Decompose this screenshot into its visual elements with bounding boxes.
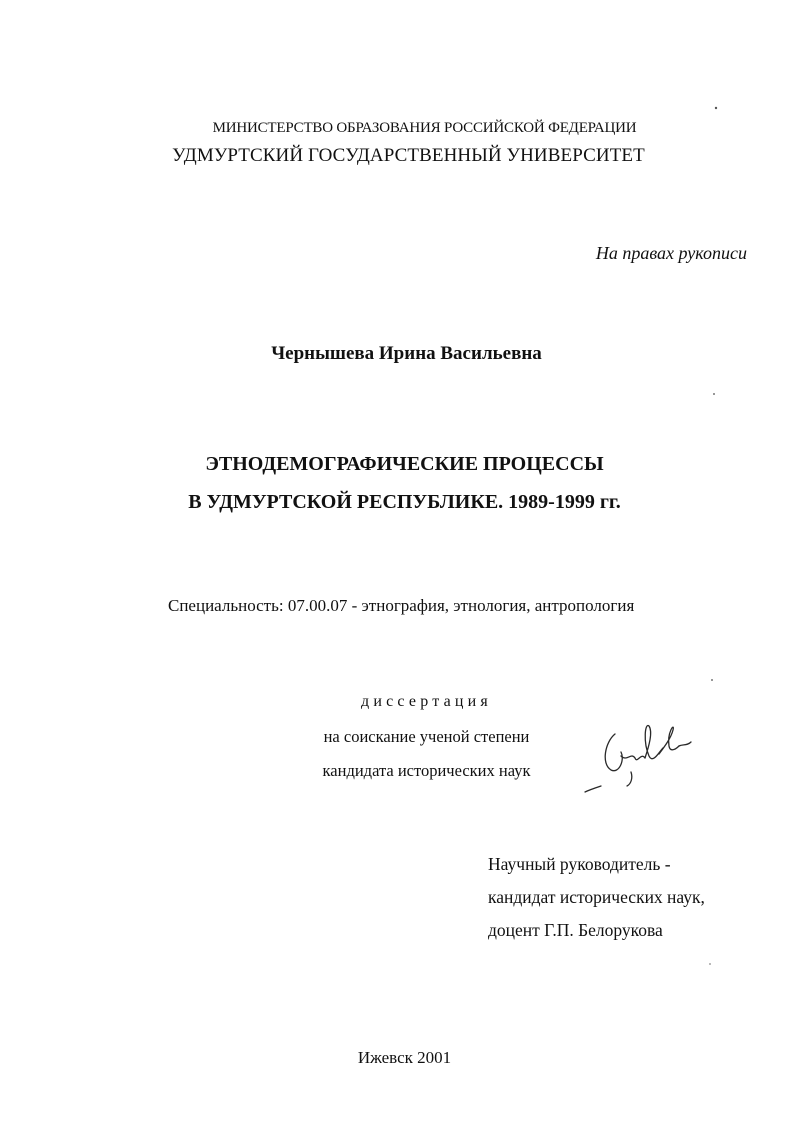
supervisor-line-2: кандидат исторических наук, [488,887,705,907]
dissertation-degree: на соискание ученой степени [323,727,530,746]
supervisor-line-3: доцент Г.П. Белорукова [488,920,663,940]
university-heading: УДМУРТСКИЙ ГОСУДАРСТВЕННЫЙ УНИВЕРСИТЕТ [172,145,645,166]
city-year: Ижевск 2001 [357,1048,452,1067]
ministry-heading: МИНИСТЕРСТВО ОБРАЗОВАНИЯ РОССИЙСКОЙ ФЕДЕРАЦИИ [212,120,637,136]
author-name: Чернышева Ирина Васильевна [271,343,542,364]
manuscript-note: На правах рукописи [595,243,747,263]
scan-speck [706,960,714,968]
dissertation-type: диссертация [361,693,492,710]
scan-speck [712,104,720,112]
dissertation-field: кандидата исторических наук [322,761,531,780]
specialty-line: Специальность: 07.00.07 - этнография, этнология, антропология [168,596,635,615]
supervisor-line-1: Научный руководитель - [488,854,671,874]
scan-speck [710,390,718,398]
title-line-2: В УДМУРТСКОЙ РЕСПУБЛИКЕ. 1989-1999 гг. [188,491,621,513]
title-line-1: ЭТНОДЕМОГРАФИЧЕСКИЕ ПРОЦЕССЫ [205,453,604,475]
scan-speck [708,676,716,684]
handwritten-signature [575,712,695,802]
